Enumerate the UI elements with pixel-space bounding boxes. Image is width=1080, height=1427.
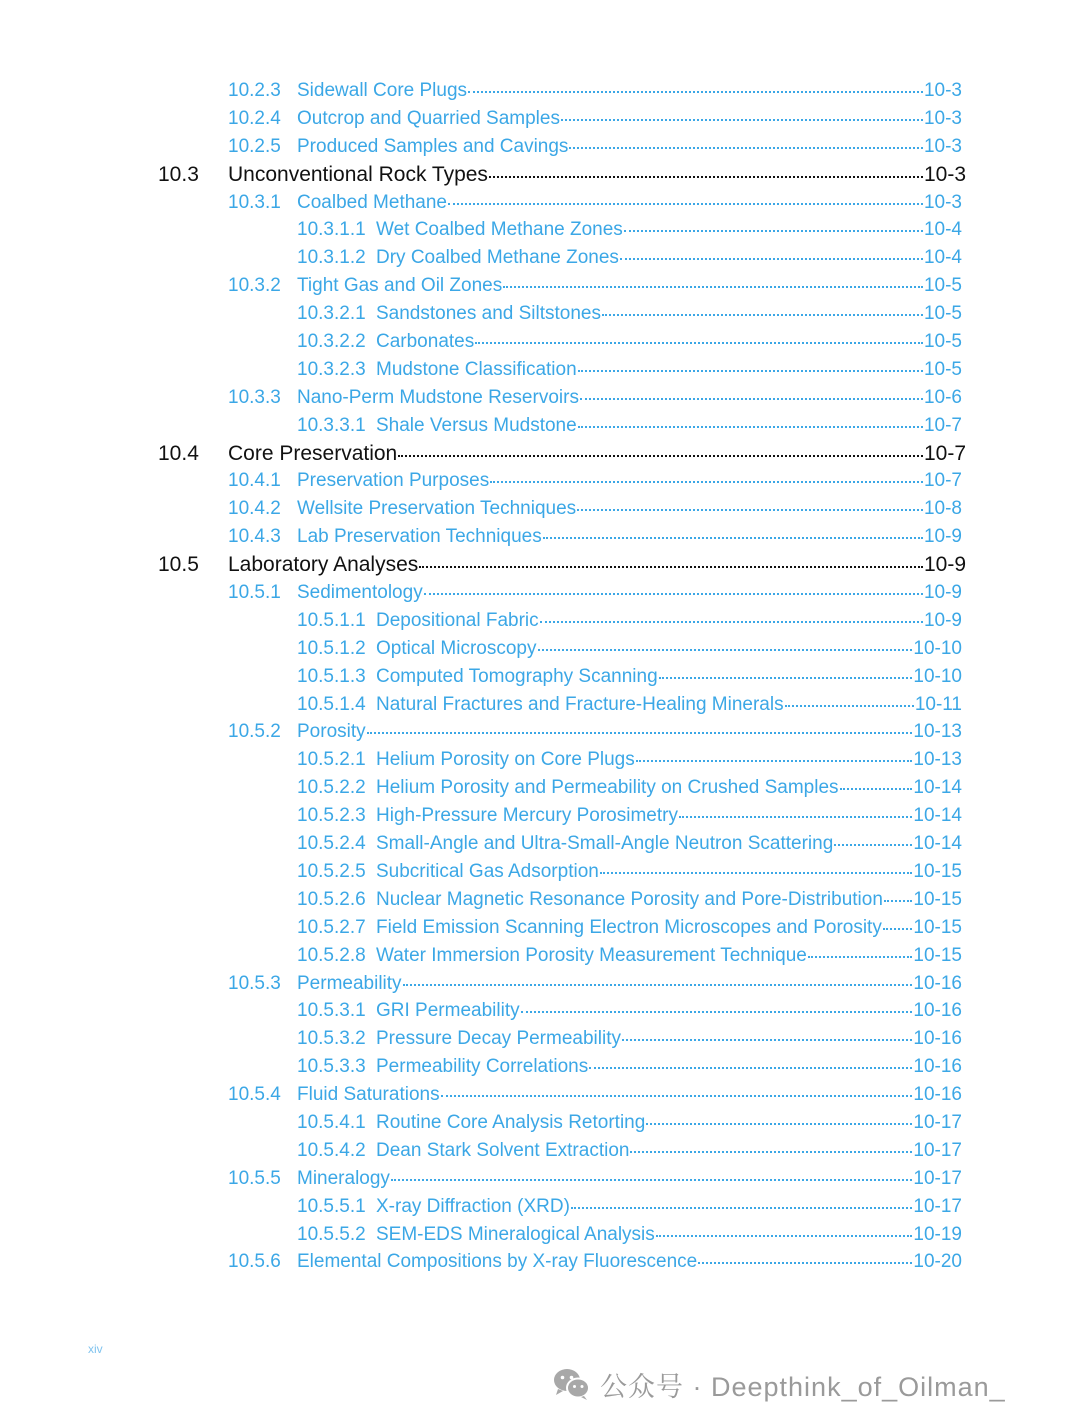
- toc-entry[interactable]: [0, 1166, 1080, 1194]
- toc-entry-page[interactable]: 10-6: [923, 386, 962, 408]
- toc-entry-page[interactable]: 10-5: [923, 331, 962, 353]
- toc-entry-number: 10.3.1.2: [297, 247, 366, 269]
- toc-entry-title[interactable]: Computed Tomography Scanning: [376, 665, 658, 687]
- toc-entry[interactable]: [0, 468, 1080, 496]
- toc-entry-number: 10.5.1.1: [297, 609, 366, 631]
- toc-entry-line: [376, 1112, 962, 1134]
- toc-entry-title[interactable]: Field Emission Scanning Electron Microscopes and Porosity: [376, 916, 882, 938]
- toc-entry[interactable]: [0, 608, 1080, 636]
- toc-entry[interactable]: [0, 915, 1080, 943]
- toc-entry-line: [376, 749, 962, 771]
- toc-entry-line: [376, 638, 962, 660]
- toc-entry-page[interactable]: 10-11: [914, 693, 962, 715]
- page-folio: xiv: [88, 1342, 103, 1356]
- toc-entry[interactable]: [0, 1249, 1080, 1277]
- toc-entry-title[interactable]: Natural Fractures and Fracture-Healing Minerals: [376, 693, 784, 715]
- toc-entry-line: [297, 136, 962, 158]
- toc-entry-page[interactable]: 10-7: [923, 414, 962, 436]
- toc-entry[interactable]: [0, 1222, 1080, 1250]
- toc-entry-number: 10.5.6: [228, 1251, 281, 1273]
- toc-entry-title[interactable]: Mudstone Classification: [376, 358, 577, 380]
- toc-entry[interactable]: [0, 385, 1080, 413]
- toc-entry[interactable]: [0, 190, 1080, 218]
- dot-leader: [403, 984, 913, 986]
- toc-entry-page[interactable]: 10-17: [913, 1139, 962, 1161]
- toc-entry-title[interactable]: Tight Gas and Oil Zones: [297, 275, 503, 297]
- toc-entry-page[interactable]: 10-15: [913, 944, 962, 966]
- toc-entry-title[interactable]: X-ray Diffraction (XRD): [376, 1195, 570, 1217]
- toc-entry-title[interactable]: Wet Coalbed Methane Zones: [376, 219, 623, 241]
- dot-leader: [367, 732, 913, 734]
- toc-entry-title[interactable]: Pressure Decay Permeability: [376, 1028, 621, 1050]
- toc-entry-page[interactable]: 10-16: [913, 1084, 962, 1106]
- toc-entry-number: 10.5.1.2: [297, 637, 366, 659]
- toc-entry-number: 10.5.2: [228, 721, 281, 743]
- dot-leader: [679, 816, 912, 818]
- dot-leader: [538, 649, 913, 651]
- toc-entry-page[interactable]: 10-14: [913, 777, 962, 799]
- toc-entry-number: 10.3: [158, 162, 199, 186]
- dot-leader: [578, 426, 923, 428]
- toc-entry-number: 10.4.1: [228, 470, 281, 492]
- toc-entry-page[interactable]: 10-17: [913, 1111, 962, 1133]
- toc-entry-title[interactable]: Optical Microscopy: [376, 637, 537, 659]
- toc-entry-line: [297, 582, 962, 604]
- toc-entry[interactable]: [0, 1194, 1080, 1222]
- toc-entry-title[interactable]: Porosity: [297, 721, 366, 743]
- dot-leader: [475, 342, 923, 344]
- toc-entry[interactable]: [0, 106, 1080, 134]
- toc-entry-title[interactable]: Shale Versus Mudstone: [376, 414, 577, 436]
- toc-entry-title[interactable]: Preservation Purposes: [297, 470, 490, 492]
- toc-entry-line: [297, 1084, 962, 1106]
- toc-entry-page[interactable]: 10-10: [913, 637, 962, 659]
- toc-entry-title[interactable]: Unconventional Rock Types: [228, 162, 488, 186]
- toc-entry-line: [376, 303, 962, 325]
- toc-entry-page[interactable]: 10-9: [923, 582, 962, 604]
- toc-entry-line: [228, 163, 966, 187]
- toc-entry-line: [297, 526, 962, 548]
- toc-entry-page[interactable]: 10-3: [923, 191, 962, 213]
- toc-entry[interactable]: [0, 943, 1080, 971]
- toc-entry[interactable]: [0, 1054, 1080, 1082]
- toc-entry-page[interactable]: 10-5: [923, 303, 962, 325]
- toc-entry[interactable]: [0, 357, 1080, 385]
- toc-entry-page[interactable]: 10-13: [913, 749, 962, 771]
- toc-entry-number: 10.5.2.2: [297, 777, 366, 799]
- dot-leader: [424, 593, 923, 595]
- toc-entry-page[interactable]: 10-14: [913, 805, 962, 827]
- dot-leader: [419, 566, 923, 568]
- toc-entry-line: [376, 805, 962, 827]
- toc-entry-title[interactable]: Mineralogy: [297, 1167, 390, 1189]
- toc-entry[interactable]: [0, 1110, 1080, 1138]
- toc-entry-line: [297, 275, 962, 297]
- toc-entry-number: 10.5.2.6: [297, 888, 366, 910]
- toc-entry[interactable]: [0, 496, 1080, 524]
- toc-entry[interactable]: [0, 692, 1080, 720]
- dot-leader: [884, 900, 912, 902]
- toc-entry-page[interactable]: 10-7: [923, 470, 962, 492]
- toc-entry-line: [376, 833, 962, 855]
- toc-entry-title[interactable]: Produced Samples and Cavings: [297, 135, 569, 157]
- toc-entry-number: 10.3.2.1: [297, 303, 366, 325]
- toc-entry-number: 10.5.2.8: [297, 944, 366, 966]
- toc-entry-line: [297, 470, 962, 492]
- toc-entry[interactable]: [0, 719, 1080, 747]
- toc-entry-number: 10.5.2.1: [297, 749, 366, 771]
- toc-entry-line: [297, 973, 962, 995]
- toc-entry-title[interactable]: Helium Porosity and Permeability on Crushed Samples: [376, 777, 839, 799]
- toc-entry-number: 10.5.3.1: [297, 1000, 366, 1022]
- dot-leader: [834, 844, 912, 846]
- toc-entry-page[interactable]: 10-19: [913, 1223, 962, 1245]
- toc-entry-line: [376, 1056, 962, 1078]
- toc-entry-number: 10.5.5.1: [297, 1195, 366, 1217]
- dot-leader: [620, 258, 923, 260]
- toc-entry[interactable]: [0, 217, 1080, 245]
- toc-entry-number: 10.5.3.2: [297, 1028, 366, 1050]
- dot-leader: [540, 621, 923, 623]
- toc-entry-title[interactable]: GRI Permeability: [376, 1000, 520, 1022]
- toc-entry-line: [376, 219, 962, 241]
- dot-leader: [659, 677, 913, 679]
- toc-entry[interactable]: [0, 329, 1080, 357]
- toc-entry-page[interactable]: 10-5: [923, 358, 962, 380]
- toc-entry[interactable]: [0, 859, 1080, 887]
- toc-entry[interactable]: [0, 273, 1080, 301]
- toc-entry[interactable]: [0, 747, 1080, 775]
- toc-entry-title[interactable]: Elemental Compositions by X-ray Fluorescence: [297, 1251, 698, 1273]
- toc-entry-number: 10.5.1.4: [297, 693, 366, 715]
- dot-leader: [521, 1011, 913, 1013]
- toc-entry-line: [297, 1251, 962, 1273]
- toc-entry-line: [376, 1224, 962, 1246]
- toc-entry-page[interactable]: 10-9: [923, 609, 962, 631]
- toc-entry-number: 10.3.3: [228, 386, 281, 408]
- toc-entry-title[interactable]: Wellsite Preservation Techniques: [297, 498, 577, 520]
- toc-entry-line: [376, 777, 962, 799]
- toc-entry-line: [228, 553, 966, 577]
- dot-leader: [571, 1207, 912, 1209]
- toc-entry-number: 10.5.3.3: [297, 1056, 366, 1078]
- dot-leader: [441, 1095, 913, 1097]
- dot-leader: [448, 203, 923, 205]
- dot-leader: [622, 1039, 912, 1041]
- dot-leader: [656, 1235, 913, 1237]
- toc-entry-title[interactable]: Permeability Correlations: [376, 1056, 589, 1078]
- toc-entry-number: 10.5.3: [228, 972, 281, 994]
- toc-entry-number: 10.3.1.1: [297, 219, 366, 241]
- toc-entry-number: 10.5.2.3: [297, 805, 366, 827]
- toc-entry-line: [297, 1168, 962, 1190]
- toc-entry-title[interactable]: Lab Preservation Techniques: [297, 526, 542, 548]
- toc-entry-number: 10.5.5.2: [297, 1223, 366, 1245]
- toc-entry-page[interactable]: 10-15: [913, 916, 962, 938]
- dot-leader: [578, 370, 923, 372]
- toc-entry-line: [376, 1196, 962, 1218]
- toc-entry-line: [297, 192, 962, 214]
- toc-entry-line: [376, 666, 962, 688]
- toc-entry-number: 10.2.5: [228, 135, 281, 157]
- toc-entry[interactable]: [0, 1026, 1080, 1054]
- dot-leader: [468, 91, 923, 93]
- toc-entry-line: [376, 694, 962, 716]
- toc-entry-number: 10.3.2.3: [297, 358, 366, 380]
- toc-entry-title[interactable]: Outcrop and Quarried Samples: [297, 107, 560, 129]
- dot-leader: [503, 286, 923, 288]
- toc-entry[interactable]: [0, 301, 1080, 329]
- toc-entry[interactable]: [0, 636, 1080, 664]
- toc-entry-page[interactable]: 10-16: [913, 972, 962, 994]
- toc-entry-title[interactable]: Permeability: [297, 972, 402, 994]
- dot-leader: [602, 314, 923, 316]
- dot-leader: [808, 956, 913, 958]
- toc-entry-page[interactable]: 10-17: [913, 1167, 962, 1189]
- toc-entry-page[interactable]: 10-15: [913, 860, 962, 882]
- toc-entry-title[interactable]: Fluid Saturations: [297, 1084, 440, 1106]
- dot-leader: [785, 705, 914, 707]
- toc-entry-number: 10.5.2.5: [297, 860, 366, 882]
- toc-entry-title[interactable]: Nano-Perm Mudstone Reservoirs: [297, 386, 579, 408]
- toc-entry-number: 10.3.1: [228, 191, 281, 213]
- toc-entry[interactable]: [0, 162, 1080, 190]
- toc-entry-page[interactable]: 10-16: [913, 1056, 962, 1078]
- toc-entry[interactable]: [0, 998, 1080, 1026]
- toc-entry-line: [297, 108, 962, 130]
- toc-entry[interactable]: [0, 1138, 1080, 1166]
- toc-entry[interactable]: [0, 134, 1080, 162]
- toc-entry-number: 10.4: [158, 441, 199, 465]
- toc-entry-number: 10.5.4: [228, 1084, 281, 1106]
- dot-leader: [543, 537, 923, 539]
- dot-leader: [883, 928, 913, 930]
- dot-leader: [490, 481, 923, 483]
- toc-entry-title[interactable]: Coalbed Methane: [297, 191, 447, 213]
- toc-entry-page[interactable]: 10-10: [913, 665, 962, 687]
- toc-entry-title[interactable]: Carbonates: [376, 331, 475, 353]
- toc-entry-number: 10.5.1: [228, 582, 281, 604]
- toc-entry-page[interactable]: 10-17: [913, 1195, 962, 1217]
- toc-entry-page[interactable]: 10-8: [923, 498, 962, 520]
- toc-entry-page[interactable]: 10-9: [923, 526, 962, 548]
- toc-entry-title[interactable]: Sidewall Core Plugs: [297, 80, 468, 101]
- toc-entry[interactable]: [0, 441, 1080, 469]
- toc-entry-page[interactable]: 10-16: [913, 1000, 962, 1022]
- toc-entry-page[interactable]: 10-4: [923, 247, 962, 269]
- toc-entry-page[interactable]: 10-4: [923, 219, 962, 241]
- toc-entry[interactable]: [0, 664, 1080, 692]
- toc-entry-title[interactable]: Dean Stark Solvent Extraction: [376, 1139, 630, 1161]
- toc-entry-line: [297, 498, 962, 520]
- toc-entry-page[interactable]: 10-3: [923, 135, 962, 157]
- toc-entry-line: [376, 331, 962, 353]
- toc-entry-title[interactable]: High-Pressure Mercury Porosimetry: [376, 805, 678, 827]
- toc-entry-line: [376, 1000, 962, 1022]
- toc-entry-number: 10.5.4.1: [297, 1111, 366, 1133]
- dot-leader: [398, 455, 923, 457]
- toc-entry-number: 10.3.3.1: [297, 414, 366, 436]
- toc-entry[interactable]: [0, 831, 1080, 859]
- watermark: [552, 1364, 1052, 1404]
- toc-entry-line: [376, 359, 962, 381]
- toc-entry[interactable]: [0, 245, 1080, 273]
- toc-entry-title[interactable]: Small-Angle and Ultra-Small-Angle Neutron Scattering: [376, 833, 834, 855]
- toc-entry[interactable]: [0, 887, 1080, 915]
- toc-entry-title[interactable]: Water Immersion Porosity Measurement Technique: [376, 944, 807, 966]
- toc-entry-line: [376, 889, 962, 911]
- dot-leader: [561, 119, 923, 121]
- toc-entry-line: [376, 945, 962, 967]
- dot-leader: [698, 1262, 912, 1264]
- toc-entry-page[interactable]: 10-20: [913, 1251, 962, 1273]
- toc-entry[interactable]: [0, 552, 1080, 580]
- toc-entry[interactable]: [0, 580, 1080, 608]
- toc-entry-number: 10.3.2: [228, 275, 281, 297]
- dot-leader: [391, 1179, 912, 1181]
- toc-entry-title[interactable]: Routine Core Analysis Retorting: [376, 1111, 646, 1133]
- toc-entry-page[interactable]: 10-16: [913, 1028, 962, 1050]
- toc-entry[interactable]: [0, 803, 1080, 831]
- toc-entry-page[interactable]: 10-3: [923, 107, 962, 129]
- toc-entry-page[interactable]: 10-14: [913, 833, 962, 855]
- dot-leader: [489, 176, 923, 178]
- toc-entry-title[interactable]: Helium Porosity on Core Plugs: [376, 749, 635, 771]
- toc-entry-number: 10.4.2: [228, 498, 281, 520]
- toc-entry-line: [228, 442, 966, 466]
- toc-entry-title[interactable]: Subcritical Gas Adsorption: [376, 860, 599, 882]
- toc-entry-number: 10.2.4: [228, 107, 281, 129]
- toc-entry-title[interactable]: Core Preservation: [228, 441, 398, 465]
- toc-entry-line: [376, 917, 962, 939]
- toc-entry-line: [297, 387, 962, 409]
- toc-entry[interactable]: [0, 413, 1080, 441]
- toc-entry-page[interactable]: 10-7: [923, 441, 966, 465]
- dot-leader: [646, 1123, 912, 1125]
- toc-entry[interactable]: [0, 78, 1080, 106]
- toc-entry-page[interactable]: 10-3: [923, 80, 962, 101]
- toc-entry-page[interactable]: 10-13: [913, 721, 962, 743]
- toc-entry-title[interactable]: SEM-EDS Mineralogical Analysis: [376, 1223, 655, 1245]
- toc-entry-line: [376, 610, 962, 632]
- toc-entry-page[interactable]: 10-9: [923, 553, 966, 577]
- dot-leader: [569, 147, 923, 149]
- toc-entry-number: 10.5.5: [228, 1167, 281, 1189]
- toc-entry-line: [376, 1140, 962, 1162]
- toc-entry-number: 10.5.2.7: [297, 916, 366, 938]
- dot-leader: [577, 509, 923, 511]
- toc-entry-title[interactable]: Laboratory Analyses: [228, 553, 419, 577]
- toc-entry-number: 10.5.1.3: [297, 665, 366, 687]
- dot-leader: [636, 760, 913, 762]
- watermark-text: 公众号 · Deepthink_of_Oilman_: [600, 1371, 1006, 1402]
- toc-entry[interactable]: [0, 971, 1080, 999]
- toc-entry-page[interactable]: 10-3: [923, 162, 966, 186]
- toc-entry-line: [376, 861, 962, 883]
- toc-entry-number: 10.4.3: [228, 526, 281, 548]
- toc-entry-number: 10.2.3: [228, 80, 281, 101]
- toc-entry-line: [297, 721, 962, 743]
- dot-leader: [630, 1151, 912, 1153]
- dot-leader: [589, 1067, 912, 1069]
- toc-entry-title[interactable]: Dry Coalbed Methane Zones: [376, 247, 619, 269]
- toc-entry[interactable]: [0, 775, 1080, 803]
- toc-entry[interactable]: [0, 524, 1080, 552]
- toc-entry-line: [376, 415, 962, 437]
- toc-entry-number: 10.5.2.4: [297, 833, 366, 855]
- toc-entry-line: [376, 247, 962, 269]
- toc-entry-line: [297, 80, 962, 102]
- toc-entry[interactable]: [0, 1082, 1080, 1110]
- toc-entry-page[interactable]: 10-15: [913, 888, 962, 910]
- wechat-icon: [552, 1367, 592, 1401]
- dot-leader: [600, 872, 913, 874]
- toc-entry-number: 10.3.2.2: [297, 331, 366, 353]
- toc-entry-title[interactable]: Sandstones and Siltstones: [376, 303, 601, 325]
- dot-leader: [624, 230, 923, 232]
- toc-entry-number: 10.5: [158, 553, 199, 577]
- table-of-contents: [0, 78, 1080, 1277]
- toc-entry-title[interactable]: Nuclear Magnetic Resonance Porosity and Pore-Distribution: [376, 888, 883, 910]
- toc-entry-title[interactable]: Sedimentology: [297, 582, 423, 604]
- dot-leader: [580, 398, 923, 400]
- dot-leader: [840, 788, 913, 790]
- toc-entry-line: [376, 1028, 962, 1050]
- toc-entry-number: 10.5.4.2: [297, 1139, 366, 1161]
- toc-entry-title[interactable]: Depositional Fabric: [376, 609, 539, 631]
- toc-entry-page[interactable]: 10-5: [923, 275, 962, 297]
